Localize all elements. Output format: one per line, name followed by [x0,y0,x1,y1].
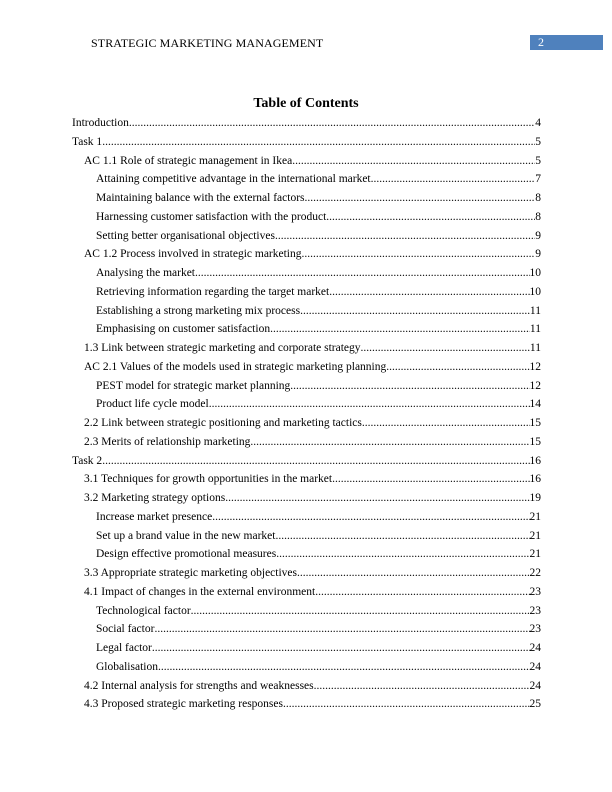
toc-dot-leader [102,133,535,152]
toc-dot-leader [102,452,529,471]
toc-entry[interactable] [72,302,541,321]
toc-entry[interactable] [72,508,541,527]
toc-dot-leader [154,620,529,639]
toc-entry-title: Harnessing customer satisfaction with the product [96,210,327,223]
toc-dot-leader [270,320,530,339]
toc-entry[interactable] [72,245,541,264]
toc-entry-page: 14 [529,398,541,411]
toc-dot-leader [292,152,535,171]
toc-entry-page: 16 [529,454,541,467]
toc-dot-leader [225,489,529,508]
toc-dot-leader [362,414,530,433]
toc-dot-leader [158,658,530,677]
toc-entry-page: 4 [535,117,541,129]
toc-entry[interactable] [72,695,541,714]
toc-entry-page: 10 [529,267,541,279]
toc-entry[interactable] [72,414,541,433]
toc-entry-title: Task 1 [72,135,103,148]
toc-entry-title: Analysing the market [96,267,196,279]
toc-entry[interactable] [72,358,541,377]
toc-entry[interactable] [72,545,541,564]
toc-entry-title: Set up a brand value in the new market [96,529,276,542]
toc-dot-leader [212,508,529,527]
toc-entry-title: AC 1.2 Process involved in strategic marketing [84,248,302,261]
toc-entry-page: 15 [529,417,541,429]
toc-entry-page: 11 [529,304,541,317]
toc-dot-leader [329,283,529,302]
toc-entry[interactable] [72,564,541,583]
toc-entry-page: 12 [529,360,541,373]
toc-entry-title: Emphasising on customer satisfaction [96,323,271,336]
toc-entry[interactable] [72,152,541,171]
toc-dot-leader [191,602,530,621]
toc-entry-page: 11 [529,342,541,354]
toc-entry-title: 4.2 Internal analysis for strengths and weaknesses [84,679,314,692]
toc-entry-page: 23 [529,585,541,598]
toc-dot-leader [386,358,529,377]
toc-entry[interactable] [72,208,541,227]
toc-entry[interactable] [72,264,541,283]
toc-entry-title: Introduction [72,117,129,129]
toc-entry[interactable] [72,583,541,602]
toc-entry[interactable] [72,470,541,489]
toc-entry-title: 2.2 Link between strategic positioning and marketing tactics [84,417,362,429]
toc-entry[interactable] [72,433,541,452]
toc-entry-page: 5 [535,154,541,167]
toc-entry[interactable] [72,658,541,677]
toc-dot-leader [129,114,535,133]
toc-entry-title: Social factor [96,623,155,636]
toc-entry-page: 23 [529,623,541,636]
toc-entry-title: 1.3 Link between strategic marketing and corporate strategy [84,342,361,354]
toc-heading: Table of Contents [253,96,359,111]
toc-entry-page: 24 [529,679,541,692]
toc-entry[interactable] [72,320,541,339]
toc-dot-leader [152,639,530,658]
toc-entry-page: 21 [529,510,541,523]
toc-entry[interactable] [72,227,541,246]
toc-entry[interactable] [72,527,541,546]
toc-entry-title: 4.3 Proposed strategic marketing responses [84,698,283,711]
toc-entry-page: 21 [529,548,541,561]
toc-entry-title: AC 1.1 Role of strategic management in Ikea [84,154,293,167]
toc-entry[interactable] [72,114,541,133]
toc-dot-leader [250,433,529,452]
toc-entry[interactable] [72,189,541,208]
toc-dot-leader [290,377,529,396]
toc-entry-page: 15 [529,435,541,448]
running-header-title: STRATEGIC MARKETING MANAGEMENT [91,36,324,50]
toc-entry-title: Increase market presence [96,510,213,523]
toc-entry-page: 11 [529,323,541,336]
toc-entry[interactable] [72,602,541,621]
toc-entry-page: 22 [529,567,541,579]
toc-entry-title: Attaining competitive advantage in the international market [96,173,371,186]
toc-entry[interactable] [72,452,541,471]
toc-dot-leader [209,395,530,414]
toc-dot-leader [275,527,529,546]
toc-dot-leader [195,264,529,283]
toc-entry-page: 23 [529,604,541,617]
toc-entry-title: 3.1 Techniques for growth opportunities in the market [84,473,333,486]
toc-entry-title: AC 2.1 Values of the models used in strategic marketing planning [84,360,387,373]
toc-entry-page: 24 [529,642,541,654]
toc-entry-page: 12 [529,379,541,392]
toc-entry-title: 2.3 Merits of relationship marketing [84,435,251,448]
toc-entry-title: Product life cycle model [96,398,209,411]
toc-entry[interactable] [72,677,541,696]
toc-entry[interactable] [72,395,541,414]
toc-dot-leader [315,583,529,602]
toc-dot-leader [332,470,529,489]
toc-entry-title: PEST model for strategic market planning [96,379,291,392]
toc-dot-leader [326,208,535,227]
toc-entry-page: 5 [535,135,541,148]
toc-entry[interactable] [72,489,541,508]
toc-entry-title: 3.2 Marketing strategy options [84,492,226,504]
toc-entry-title: Globalisation [96,660,158,673]
toc-entry[interactable] [72,639,541,658]
toc-entry-page: 8 [535,192,541,204]
toc-entry-page: 8 [535,210,541,223]
toc-entry-title: Establishing a strong marketing mix process [96,304,301,317]
toc-entry-page: 25 [529,698,541,711]
toc-entry[interactable] [72,620,541,639]
toc-entry-page: 19 [529,492,541,504]
toc-dot-leader [276,545,529,564]
toc-dot-leader [297,564,529,583]
toc-entry[interactable] [72,283,541,302]
toc-dot-leader [361,339,530,358]
toc-entry-title: 4.1 Impact of changes in the external environment [84,585,316,598]
toc-dot-leader [302,245,536,264]
toc-entry-page: 21 [529,529,541,542]
toc-entry-title: Task 2 [72,454,103,467]
toc-entry[interactable] [72,377,541,396]
toc-entry-page: 10 [529,285,541,298]
toc-entry-page: 9 [535,229,541,242]
toc-entry-page: 16 [529,473,541,486]
toc-entry-title: Technological factor [96,604,191,617]
toc-entry-page: 7 [535,173,541,186]
toc-dot-leader [275,227,535,246]
toc-dot-leader [371,170,536,189]
toc-dot-leader [283,695,530,714]
toc-entry-page: 24 [529,660,541,673]
toc-entry-page: 9 [535,248,541,261]
toc-entry[interactable] [72,339,541,358]
toc-entry-title: Retrieving information regarding the target market [96,285,330,298]
page-number-badge: 2 [530,35,603,50]
table-of-contents [72,114,541,714]
toc-entry[interactable] [72,170,541,189]
toc-entry-title: Design effective promotional measures [96,548,277,561]
toc-dot-leader [314,677,530,696]
toc-entry-title: 3.3 Appropriate strategic marketing objectives [84,567,298,579]
toc-entry-title: Maintaining balance with the external factors [96,192,305,204]
toc-dot-leader [305,189,536,208]
toc-entry[interactable] [72,133,541,152]
toc-entry-title: Setting better organisational objectives [96,229,275,242]
toc-dot-leader [300,302,530,321]
toc-entry-title: Legal factor [96,642,152,654]
